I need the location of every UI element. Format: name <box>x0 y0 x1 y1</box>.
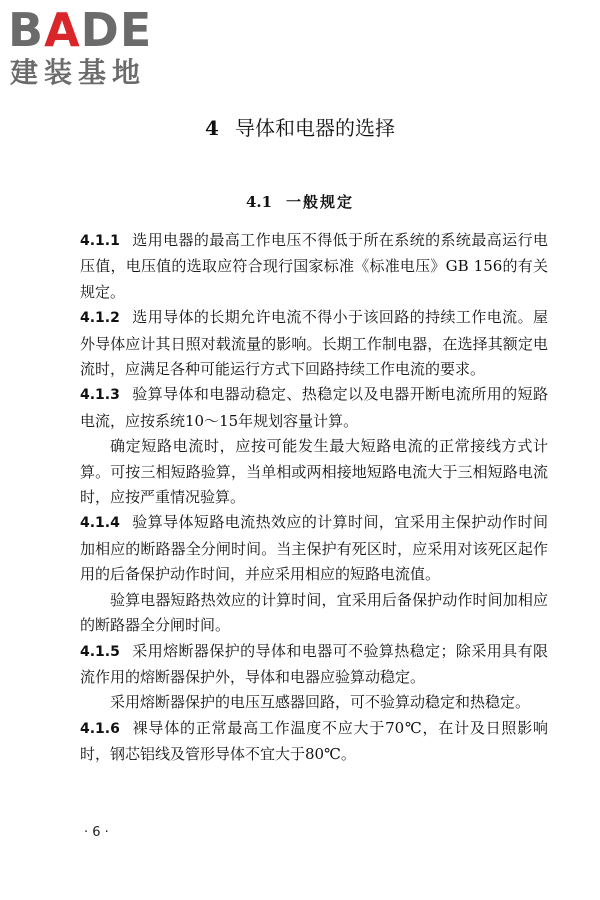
clause-number: 4.1.2 <box>80 310 120 327</box>
chapter-title-text: 导体和电器的选择 <box>234 116 395 140</box>
clause-4-1-4 <box>80 510 548 587</box>
clause-4-1-1 <box>80 228 548 305</box>
clause-text: 采用熔断器保护的电压互感器回路，可不验算动稳定和热稳定。 <box>110 693 531 712</box>
logo-subtitle: 建装基地 <box>10 56 147 89</box>
clause-text: 确定短路电流时，应按可能发生最大短路电流的正常接线方式计算。可按三相短路验算，当单相或两相接地短路电流大于三相短路电流时，应按严重情况验算。 <box>80 437 548 507</box>
section-title <box>0 190 600 214</box>
chapter-title <box>0 113 600 143</box>
clause-4-1-2 <box>80 305 548 382</box>
clause-number: 4.1.6 <box>80 720 120 737</box>
body-text <box>80 228 548 768</box>
clause-4-1-5-continued <box>80 690 548 715</box>
chapter-number: 4 <box>205 116 219 140</box>
section-number: 4.1 <box>245 193 273 211</box>
clause-text: 采用熔断器保护的导体和电器可不验算热稳定；除采用具有限流作用的熔断器保护外，导体和电器应验算动稳定。 <box>80 641 548 686</box>
clause-4-1-6 <box>80 716 548 768</box>
clause-4-1-4-continued <box>80 588 548 639</box>
clause-text: 验算导体短路电流热效应的计算时间，宜采用主保护动作时间加相应的断路器全分闸时间。当主保护有死区时，应采用对该死区起作用的后备保护动作时间，并应采用相应的短路电流值。 <box>80 513 548 584</box>
clause-text: 验算电器短路热效应的计算时间，宜采用后备保护动作时间加相应的断路器全分闸时间。 <box>80 590 548 635</box>
clause-number: 4.1.3 <box>80 387 120 404</box>
clause-4-1-3-continued <box>80 434 548 510</box>
clause-text: 选用导体的长期允许电流不得小于该回路的持续工作电流。屋外导体应计其日照对载流量的影响。长期工作制电器，在选择其额定电流时，应满足各种可能运行方式下回路持续工作电流的要求。 <box>80 308 548 379</box>
logo-wordmark <box>8 4 152 56</box>
clause-4-1-3 <box>80 382 548 434</box>
section-title-text: 一般规定 <box>286 193 355 211</box>
clause-4-1-5 <box>80 639 548 691</box>
logo-letter-a-accent: A <box>44 3 81 57</box>
clause-text: 裸导体的正常最高工作温度不应大于70℃，在计及日照影响时，钢芯铝线及管形导体不宜大于80℃。 <box>80 718 548 764</box>
bade-logo <box>8 4 178 94</box>
logo-letters-de: DE <box>80 3 153 57</box>
clause-number: 4.1.4 <box>80 515 120 532</box>
logo-letter-b: B <box>8 3 45 57</box>
clause-number: 4.1.1 <box>80 233 120 249</box>
page-number: · 6 · <box>84 825 109 840</box>
clause-number: 4.1.5 <box>80 643 120 660</box>
clause-text: 验算导体和电器动稳定、热稳定以及电器开断电流所用的短路电流，应按系统10～15年规划容量计算。 <box>80 385 548 430</box>
clause-text: 选用电器的最高工作电压不得低于所在系统的系统最高运行电压值，电压值的选取应符合现行国家标准《标准电压》GB 156的有关规定。 <box>80 231 548 301</box>
